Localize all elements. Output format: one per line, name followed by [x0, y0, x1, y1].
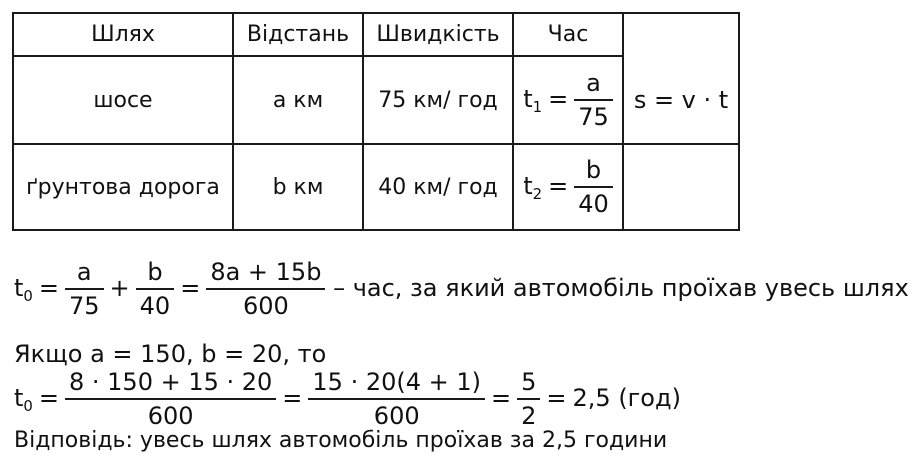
formula-text: s = v · t: [633, 85, 729, 114]
t-sub: 0: [23, 287, 33, 306]
cell-time: [513, 56, 623, 144]
cell-path: шосе: [13, 56, 233, 144]
fraction-numerator: b: [585, 156, 602, 184]
cell-speed: 75 км/ год: [363, 56, 513, 144]
fraction-step1: [65, 368, 276, 430]
fraction-denominator: 600: [65, 398, 276, 430]
fraction-numerator: b: [147, 258, 163, 286]
cell-path: ґрунтова дорога: [13, 144, 233, 230]
fraction-step3: [517, 368, 540, 430]
time-sub: 2: [532, 185, 543, 204]
fraction-denominator: 40: [574, 186, 613, 218]
time-var: t: [523, 172, 533, 200]
fraction-denominator: 600: [308, 398, 485, 430]
formula-cell: [623, 56, 739, 144]
fraction-b-40: [136, 258, 175, 320]
fraction-numerator: 8a + 15b: [210, 258, 322, 286]
time-var: t: [523, 85, 533, 113]
table-row: [13, 144, 739, 230]
fraction-numerator: 15 · 20(4 + 1): [312, 368, 482, 396]
time-fraction: [574, 69, 613, 131]
t-var: t: [14, 384, 24, 412]
time-sub: 1: [532, 98, 543, 117]
header-speed: Швидкість: [363, 13, 513, 56]
time-formula: $t_1$ = $\frac{a}{75}$: [523, 85, 613, 113]
table-row: [13, 56, 739, 144]
fraction-numerator: a: [586, 69, 601, 97]
cell-speed: 40 км/ год: [363, 144, 513, 230]
fraction-denominator: 2: [517, 398, 540, 430]
t-sub: 0: [23, 397, 33, 416]
fraction-a-75: [65, 258, 104, 320]
result-value: 2,5 (год): [572, 384, 681, 412]
table-header-row: [13, 13, 739, 56]
fraction-numerator: 8 · 150 + 15 · 20: [69, 368, 273, 396]
header-path: Шлях: [13, 13, 233, 56]
cell-time: [513, 144, 623, 230]
fraction-denominator: 75: [574, 99, 613, 131]
t-var: t: [14, 274, 24, 302]
fraction-step2: [308, 368, 485, 430]
fraction-numerator: 5: [521, 368, 537, 396]
header-time: Час: [513, 13, 623, 56]
plus-sign: +: [109, 274, 130, 302]
cell-distance: a км: [233, 56, 363, 144]
substitution-text: Якщо a = 150, b = 20, то: [14, 340, 327, 368]
answer-text: Відповідь: увесь шлях автомобіль проїхав за 2,5 години: [14, 428, 668, 453]
time-fraction: [574, 156, 613, 218]
fraction-denominator: 75: [65, 288, 104, 320]
data-table: [12, 12, 740, 231]
cell-distance: b км: [233, 144, 363, 230]
time-formula: $t_2$ = $\frac{b}{40}$: [523, 172, 613, 200]
fraction-denominator: 40: [136, 288, 175, 320]
formula-description: – час, за який автомобіль проїхав увесь шлях: [333, 274, 909, 302]
header-formula-cell: [623, 13, 739, 56]
header-distance: Відстань: [233, 13, 363, 56]
empty-cell: [623, 144, 739, 230]
total-time-formula: $t_0$ = $\frac{a}{75}$ + $\frac{b}{40}$ = $\frac{8a + 15b}{600}$ – час, за який автомобіль проїхав увесь шлях: [14, 258, 909, 320]
fraction-numerator: a: [76, 258, 92, 286]
numeric-formula: $t_0$ = $\frac{8 \cdot 150 + 15 \cdot 20}{600}$ = $\frac{15 \cdot 20(4 + 1)}{600}$ = $\frac{5}{2}$ = 2,5 (год): [14, 368, 681, 430]
fraction-denominator: 600: [206, 288, 325, 320]
fraction-combined: [206, 258, 325, 320]
